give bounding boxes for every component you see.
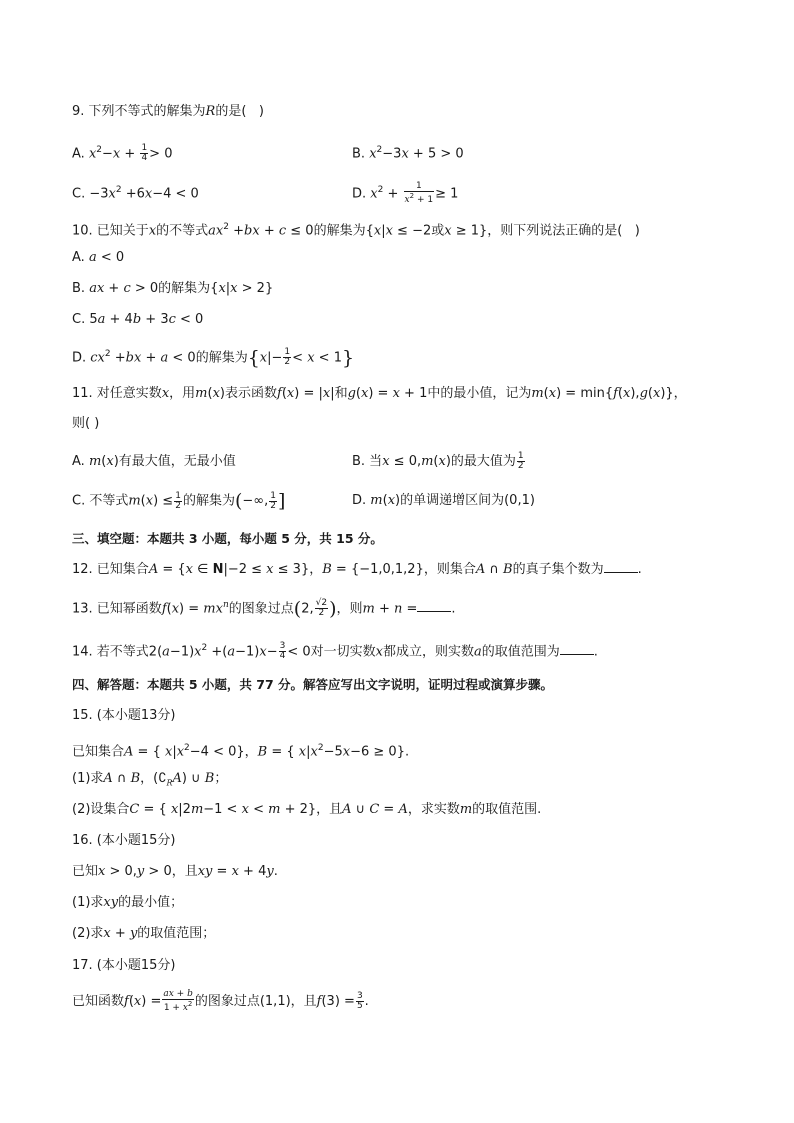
q16-label: 16. (本小题15分) [72,833,176,848]
q11-option-d: D. m(x)的单调递增区间为(0,1) [352,493,535,508]
q14: 14. 若不等式$2(a-1)x^2 +(a-1)x-$ $\frac{3}{4}$ < 0对一切实数x都成立，则实数a的取值范围为 . [72,641,598,662]
q11-stem-line2: 则( ) [72,416,100,431]
section-solve-heading: 四、解答题：本题共 5 小题，共 77 分。解答应写出文字说明，证明过程或演算步骤。 [72,677,554,692]
q9-stem: 9. 下列不等式的解集为R的是( ) [72,104,264,119]
q17-label: 17. (本小题15分) [72,958,176,973]
q13: 13. 已知幂函数$f(x) = mx^n$的图象过点(2, $\frac{√2}{2}$ )，则m + n = . [72,597,456,620]
q16-line2: (1)求xy的最小值； [72,895,184,910]
q13-answer-blank[interactable] [417,599,451,612]
q15-line2: (1)求A ∩ B，$(∁_RA)$ ∪ B； [72,771,228,788]
q16-line1: 已知x > 0,y > 0，且xy = x + 4y. [72,864,278,879]
q9-option-b: B. $x^2-3x + 5 > 0$ [352,145,464,162]
q12: 12. 已知集合A = {x ∈ N|−2 ≤ x ≤ 3}，B = {−1,0,1,2}，则集合A ∩ B的真子集个数为 . [72,562,642,577]
q10-stem: 10. 已知关于x的不等式$ax^2 +bx + c \le 0$的解集为{x|x ≤ −2或x ≥ 1}，则下列说法正确的是( ) [72,222,640,239]
q12-answer-blank[interactable] [604,560,638,573]
q11-option-c: C. 不等式m(x) ≤ $\frac{1}{2}$ 的解集为(−∞, $\frac{1}{2}$ ] [72,490,286,512]
section-fill-in-heading: 三、填空题：本题共 3 小题，每小题 5 分，共 15 分。 [72,531,383,546]
q10-option-b: B. ax + c > 0的解集为{x|x > 2} [72,281,274,296]
q14-answer-blank[interactable] [560,642,594,655]
q11-option-b: B. 当x ≤ 0,m(x)的最大值为 $\frac{1}{2}$ [352,451,524,471]
q17-line1: 已知函数f(x) = $\frac{ax + b}{1 + x^2}$ 的图象过点(1,1)，且f(3) = $\frac{3}{5}$ . [72,989,369,1013]
q15-line1: 已知集合A = { $x|x^2-4 < 0$}，B = { $x|x^2-5x-6 \ge 0$}. [72,743,410,760]
q9-option-a: A. $x^2-x$ + $\frac{1}{4}$ > 0 [72,143,173,164]
q11-option-a: A. m(x)有最大值，无最小值 [72,454,236,469]
q10-option-d: D. $cx^2 +bx + a < 0$的解集为{x|− $\frac{1}{2}$ < x < 1} [72,346,355,369]
q15-label: 15. (本小题13分) [72,708,176,723]
q11-stem-line1: 11. 对任意实数x，用m(x)表示函数f(x) = |x|和g(x) = x + 1中的最小值，记为m(x) = min{f(x),g(x)}， [72,386,687,401]
q10-option-c: C. 5a + 4b + 3c < 0 [72,312,204,327]
q9-option-d: D. $x^2$ + $\frac{1}{x^2 + 1}$ ≥ 1 [352,181,459,206]
q9-option-c: C. $-3x^2 +6x-4 < 0$ [72,185,199,202]
q15-line3: (2)设集合C = { x|2m−1 < x < m + 2}，且A ∪ C = A，求实数m的取值范围. [72,802,542,817]
q16-line3: (2)求x + y的取值范围； [72,926,216,941]
q10-option-a: A. a < 0 [72,250,125,265]
